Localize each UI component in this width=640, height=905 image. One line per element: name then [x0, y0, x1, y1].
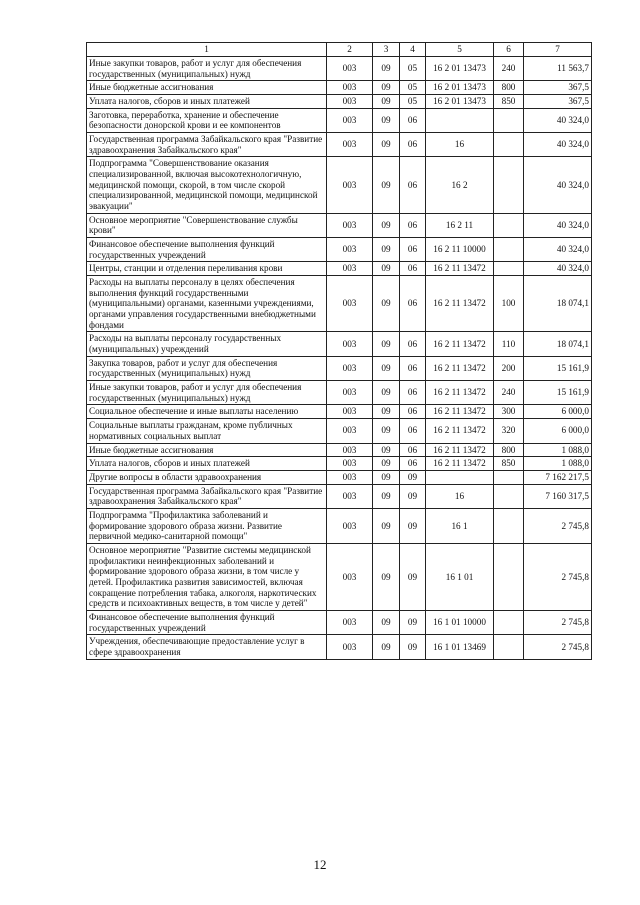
row-name-cell: Подпрограмма "Профилактика заболеваний и формирование здорового образа жизни. Развитие первичной медико-санитарной помощи": [87, 508, 327, 543]
row-name-cell: Заготовка, переработка, хранение и обеспечение безопасности донорской крови и ее компонентов: [87, 108, 327, 132]
row-name-cell: Уплата налогов, сборов и иных платежей: [87, 457, 327, 471]
target-article-cell: 16 1 01: [426, 543, 494, 610]
table-row: [87, 276, 592, 332]
section-code-cell: 09: [373, 262, 400, 276]
column-header: 4: [400, 43, 426, 57]
ministry-code-cell: 003: [327, 133, 373, 157]
subsection-code-cell: 06: [400, 133, 426, 157]
target-article-cell: 16 2 11 13472: [426, 262, 494, 276]
expense-type-cell: [494, 543, 524, 610]
budget-table: [86, 42, 592, 660]
target-article-cell: 16 2 11 13472: [426, 332, 494, 356]
ministry-code-cell: 003: [327, 81, 373, 95]
ministry-code-cell: 003: [327, 157, 373, 213]
amount-cell: 1 088,0: [524, 443, 592, 457]
row-name-cell: Иные бюджетные ассигнования: [87, 81, 327, 95]
subsection-code-cell: 06: [400, 213, 426, 237]
row-name-cell: Государственная программа Забайкальского края "Развитие здравоохранения Забайкальского края": [87, 484, 327, 508]
expense-type-cell: [494, 610, 524, 634]
row-name-cell: Основное мероприятие "Развитие системы медицинской профилактики неинфекционных заболеваний и формирование здорового образа жизни, в том числе у детей. Профилактика развития зависимостей, включая сокращение потребления табака, алкоголя, наркотических средств и психоактивных веществ, в том числе у детей": [87, 543, 327, 610]
expense-type-cell: 850: [494, 457, 524, 471]
amount-cell: 367,5: [524, 95, 592, 109]
subsection-code-cell: 05: [400, 81, 426, 95]
table-row: [87, 405, 592, 419]
section-code-cell: 09: [373, 405, 400, 419]
subsection-code-cell: 05: [400, 95, 426, 109]
target-article-cell: 16 1 01 13469: [426, 635, 494, 659]
target-article-cell: 16 2 11 13472: [426, 405, 494, 419]
ministry-code-cell: 003: [327, 508, 373, 543]
amount-cell: 7 160 317,5: [524, 484, 592, 508]
section-code-cell: 09: [373, 157, 400, 213]
table-row: [87, 95, 592, 109]
column-header: 1: [87, 43, 327, 57]
amount-cell: 367,5: [524, 81, 592, 95]
ministry-code-cell: 003: [327, 213, 373, 237]
amount-cell: 40 324,0: [524, 262, 592, 276]
target-article-cell: 16 2 01 13473: [426, 95, 494, 109]
subsection-code-cell: 09: [400, 610, 426, 634]
section-code-cell: 09: [373, 508, 400, 543]
section-code-cell: 09: [373, 276, 400, 332]
amount-cell: 40 324,0: [524, 238, 592, 262]
expense-type-cell: [494, 262, 524, 276]
subsection-code-cell: 09: [400, 484, 426, 508]
ministry-code-cell: 003: [327, 635, 373, 659]
section-code-cell: 09: [373, 356, 400, 380]
ministry-code-cell: 003: [327, 57, 373, 81]
amount-cell: 15 161,9: [524, 381, 592, 405]
page-number: 12: [313, 857, 327, 872]
table-row: [87, 262, 592, 276]
column-header: 6: [494, 43, 524, 57]
section-code-cell: 09: [373, 238, 400, 262]
expense-type-cell: [494, 133, 524, 157]
target-article-cell: [426, 470, 494, 484]
section-code-cell: 09: [373, 332, 400, 356]
expense-type-cell: [494, 238, 524, 262]
amount-cell: 40 324,0: [524, 157, 592, 213]
ministry-code-cell: 003: [327, 238, 373, 262]
table-header-row: [87, 43, 592, 57]
table-row: [87, 635, 592, 659]
section-code-cell: 09: [373, 95, 400, 109]
target-article-cell: 16 2 11 13472: [426, 356, 494, 380]
row-name-cell: Другие вопросы в области здравоохранения: [87, 470, 327, 484]
row-name-cell: Расходы на выплаты персоналу государственных (муниципальных) учреждений: [87, 332, 327, 356]
ministry-code-cell: 003: [327, 543, 373, 610]
section-code-cell: 09: [373, 457, 400, 471]
amount-cell: 40 324,0: [524, 133, 592, 157]
row-name-cell: Уплата налогов, сборов и иных платежей: [87, 95, 327, 109]
subsection-code-cell: 09: [400, 635, 426, 659]
target-article-cell: [426, 108, 494, 132]
table-row: [87, 419, 592, 443]
row-name-cell: Подпрограмма "Совершенствование оказания специализированной, включая высокотехнологичную, медицинской помощи, скорой, в том числе скорой специализированной, медицинской помощи, медицинской эвакуации": [87, 157, 327, 213]
section-code-cell: 09: [373, 443, 400, 457]
row-name-cell: Социальное обеспечение и иные выплаты населению: [87, 405, 327, 419]
subsection-code-cell: 09: [400, 470, 426, 484]
amount-cell: 2 745,8: [524, 543, 592, 610]
subsection-code-cell: 06: [400, 381, 426, 405]
subsection-code-cell: 06: [400, 332, 426, 356]
table-row: [87, 457, 592, 471]
amount-cell: 2 745,8: [524, 635, 592, 659]
subsection-code-cell: 06: [400, 238, 426, 262]
subsection-code-cell: 06: [400, 108, 426, 132]
section-code-cell: 09: [373, 57, 400, 81]
target-article-cell: 16 2 11 13472: [426, 457, 494, 471]
table-row: [87, 81, 592, 95]
table-row: [87, 213, 592, 237]
section-code-cell: 09: [373, 543, 400, 610]
expense-type-cell: 100: [494, 276, 524, 332]
table-row: [87, 443, 592, 457]
column-header: 5: [426, 43, 494, 57]
amount-cell: 2 745,8: [524, 508, 592, 543]
row-name-cell: Расходы на выплаты персоналу в целях обеспечения выполнения функций государственными (муниципальными) органами, казенными учреждениями, органами управления государственными внебюджетными фондами: [87, 276, 327, 332]
ministry-code-cell: 003: [327, 381, 373, 405]
table-row: [87, 133, 592, 157]
row-name-cell: Учреждения, обеспечивающие предоставление услуг в сфере здравоохранения: [87, 635, 327, 659]
section-code-cell: 09: [373, 470, 400, 484]
expense-type-cell: [494, 157, 524, 213]
subsection-code-cell: 05: [400, 57, 426, 81]
table-row: [87, 108, 592, 132]
expense-type-cell: [494, 213, 524, 237]
ministry-code-cell: 003: [327, 610, 373, 634]
table-row: [87, 543, 592, 610]
amount-cell: 6 000,0: [524, 405, 592, 419]
expense-type-cell: [494, 508, 524, 543]
ministry-code-cell: 003: [327, 276, 373, 332]
row-name-cell: Государственная программа Забайкальского края "Развитие здравоохранения Забайкальского края": [87, 133, 327, 157]
target-article-cell: 16 2 11 13472: [426, 419, 494, 443]
expense-type-cell: 240: [494, 57, 524, 81]
column-header: 7: [524, 43, 592, 57]
subsection-code-cell: 06: [400, 356, 426, 380]
ministry-code-cell: 003: [327, 470, 373, 484]
ministry-code-cell: 003: [327, 95, 373, 109]
ministry-code-cell: 003: [327, 484, 373, 508]
expense-type-cell: 800: [494, 443, 524, 457]
subsection-code-cell: 06: [400, 457, 426, 471]
column-header: 2: [327, 43, 373, 57]
amount-cell: 40 324,0: [524, 108, 592, 132]
ministry-code-cell: 003: [327, 356, 373, 380]
section-code-cell: 09: [373, 419, 400, 443]
ministry-code-cell: 003: [327, 419, 373, 443]
ministry-code-cell: 003: [327, 457, 373, 471]
amount-cell: 1 088,0: [524, 457, 592, 471]
section-code-cell: 09: [373, 381, 400, 405]
expense-type-cell: 850: [494, 95, 524, 109]
ministry-code-cell: 003: [327, 108, 373, 132]
ministry-code-cell: 003: [327, 443, 373, 457]
section-code-cell: 09: [373, 213, 400, 237]
target-article-cell: 16 1: [426, 508, 494, 543]
row-name-cell: Иные закупки товаров, работ и услуг для обеспечения государственных (муниципальных) нужд: [87, 381, 327, 405]
subsection-code-cell: 09: [400, 543, 426, 610]
subsection-code-cell: 06: [400, 405, 426, 419]
subsection-code-cell: 06: [400, 262, 426, 276]
section-code-cell: 09: [373, 635, 400, 659]
row-name-cell: Иные закупки товаров, работ и услуг для обеспечения государственных (муниципальных) нужд: [87, 57, 327, 81]
row-name-cell: Финансовое обеспечение выполнения функций государственных учреждений: [87, 610, 327, 634]
amount-cell: 2 745,8: [524, 610, 592, 634]
target-article-cell: 16 1 01 10000: [426, 610, 494, 634]
target-article-cell: 16 2 11 13472: [426, 381, 494, 405]
table-row: [87, 470, 592, 484]
amount-cell: 15 161,9: [524, 356, 592, 380]
target-article-cell: 16 2 11: [426, 213, 494, 237]
row-name-cell: Основное мероприятие "Совершенствование службы крови": [87, 213, 327, 237]
expense-type-cell: [494, 484, 524, 508]
amount-cell: 11 563,7: [524, 57, 592, 81]
amount-cell: 6 000,0: [524, 419, 592, 443]
amount-cell: 40 324,0: [524, 213, 592, 237]
section-code-cell: 09: [373, 108, 400, 132]
target-article-cell: 16: [426, 484, 494, 508]
expense-type-cell: 300: [494, 405, 524, 419]
row-name-cell: Социальные выплаты гражданам, кроме публичных нормативных социальных выплат: [87, 419, 327, 443]
row-name-cell: Финансовое обеспечение выполнения функций государственных учреждений: [87, 238, 327, 262]
target-article-cell: 16 2 01 13473: [426, 57, 494, 81]
table-row: [87, 508, 592, 543]
table-row: [87, 381, 592, 405]
subsection-code-cell: 06: [400, 443, 426, 457]
ministry-code-cell: 003: [327, 332, 373, 356]
table-row: [87, 57, 592, 81]
expense-type-cell: 110: [494, 332, 524, 356]
target-article-cell: 16 2 11 10000: [426, 238, 494, 262]
table-row: [87, 157, 592, 213]
ministry-code-cell: 003: [327, 262, 373, 276]
expense-type-cell: 200: [494, 356, 524, 380]
target-article-cell: 16 2 11 13472: [426, 443, 494, 457]
target-article-cell: 16 2 01 13473: [426, 81, 494, 95]
amount-cell: 18 074,1: [524, 332, 592, 356]
subsection-code-cell: 06: [400, 419, 426, 443]
table-row: [87, 484, 592, 508]
table-row: [87, 610, 592, 634]
row-name-cell: Закупка товаров, работ и услуг для обеспечения государственных (муниципальных) нужд: [87, 356, 327, 380]
row-name-cell: Центры, станции и отделения переливания крови: [87, 262, 327, 276]
table-row: [87, 356, 592, 380]
section-code-cell: 09: [373, 484, 400, 508]
amount-cell: 7 162 217,5: [524, 470, 592, 484]
subsection-code-cell: 06: [400, 157, 426, 213]
expense-type-cell: [494, 470, 524, 484]
subsection-code-cell: 06: [400, 276, 426, 332]
subsection-code-cell: 09: [400, 508, 426, 543]
section-code-cell: 09: [373, 610, 400, 634]
amount-cell: 18 074,1: [524, 276, 592, 332]
section-code-cell: 09: [373, 133, 400, 157]
expense-type-cell: 240: [494, 381, 524, 405]
column-header: 3: [373, 43, 400, 57]
target-article-cell: 16: [426, 133, 494, 157]
table-row: [87, 238, 592, 262]
expense-type-cell: 320: [494, 419, 524, 443]
expense-type-cell: [494, 635, 524, 659]
expense-type-cell: [494, 108, 524, 132]
section-code-cell: 09: [373, 81, 400, 95]
target-article-cell: 16 2: [426, 157, 494, 213]
ministry-code-cell: 003: [327, 405, 373, 419]
expense-type-cell: 800: [494, 81, 524, 95]
table-row: [87, 332, 592, 356]
target-article-cell: 16 2 11 13472: [426, 276, 494, 332]
row-name-cell: Иные бюджетные ассигнования: [87, 443, 327, 457]
